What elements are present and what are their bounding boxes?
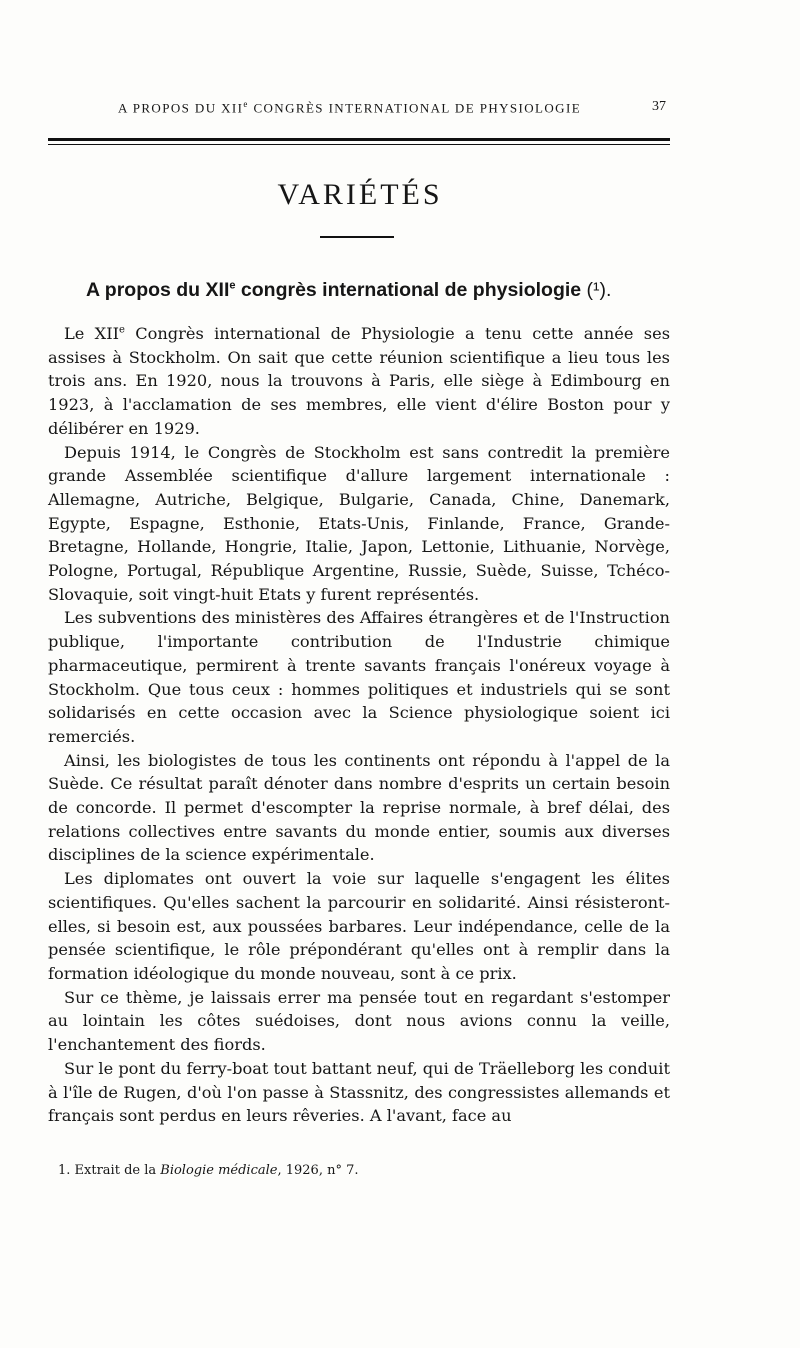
paragraph: Les diplomates ont ouvert la voie sur laquelle s'engagent les élites scientifiques. Qu'elles sachent la parcourir en solidarité. Ainsi résisteront-elles, si besoin est, aux poussées barbares. Leur indépendance, celle de la pensée scientifique, le rôle prépondérant qu'elles ont à remplir dans la formation idéologique du monde nouveau, sont à ce prix. bbox=[48, 869, 670, 983]
header-rule-thin bbox=[48, 144, 670, 145]
footnote-ref: (¹). bbox=[586, 279, 612, 301]
paragraph: Le XIIe Congrès international de Physiologie a tenu cette année ses assises à Stockholm. On sait que cette réunion scientifique a lieu tous les trois ans. En 1920, nous la trouvons à Paris, elle siège à Edimbourg en 1923, à l'acclamation de ses membres, elle vient d'élire Boston pour y délibérer en 1929. bbox=[48, 324, 670, 438]
footnote-source: Biologie médicale bbox=[160, 1163, 278, 1178]
running-head: A PROPOS DU XIIe CONGRÈS INTERNATIONAL DE PHYSIOLOGIE bbox=[118, 99, 582, 116]
paragraph: Sur le pont du ferry-boat tout battant neuf, qui de Träelleborg les conduit à l'île de Rugen, d'où l'on passe à Stassnitz, des congressistes allemands et français sont perdus en leurs rêveries. A l'avant, face au bbox=[48, 1058, 670, 1126]
article-body bbox=[48, 322, 670, 1128]
header-rule-thick bbox=[48, 138, 670, 141]
page-number: 37 bbox=[652, 99, 666, 114]
paragraph: Sur ce thème, je laissais errer ma pensée tout en regardant s'estomper au lointain les côtes suédoises, dont nous avions connu la veille, l'enchantement des fiords. bbox=[48, 987, 670, 1055]
paragraph: Ainsi, les biologistes de tous les continents ont répondu à l'appel de la Suède. Ce résultat paraît dénoter dans nombre d'esprits un certain besoin de concorde. Il permet d'escompter la reprise normale, à bref délai, des relations collectives entre savants du monde entier, soumis aux diverses disciplines de la science expérimentale. bbox=[48, 750, 670, 865]
paragraph: Depuis 1914, le Congrès de Stockholm est sans contredit la première grande Assemblée scientifique d'allure largement internationale : Allemagne, Autriche, Belgique, Bulgarie, Canada, Chine, Danemark, Egypte, Espagne, Esthonie, Etats-Unis, Finlande, France, Grande-Bretagne, Hollande, Hongrie, Italie, Japon, Lettonie, Lithuanie, Norvège, Pologne, Portugal, République Argentine, Russie, Suède, Suisse, Tchéco-Slovaquie, soit vingt-huit Etats y furent représentés. bbox=[48, 442, 670, 604]
paragraph: Les subventions des ministères des Affaires étrangères et de l'Instruction publique, l'importante contribution de l'Industrie chimique pharmaceutique, permirent à trente savants français l'onéreux voyage à Stockholm. Que tous ceux : hommes politiques et industriels qui se sont solidarisés en cette occasion avec la Science physiologique soient ici remerciés. bbox=[48, 608, 670, 746]
title-rule bbox=[320, 236, 394, 238]
section-title: VARIÉTÉS bbox=[277, 178, 443, 211]
article-title: A propos du XIIe congrès international de physiologie (¹). bbox=[86, 279, 612, 301]
footnote: 1. Extrait de la Biologie médicale, 1926, n° 7. bbox=[58, 1163, 359, 1178]
